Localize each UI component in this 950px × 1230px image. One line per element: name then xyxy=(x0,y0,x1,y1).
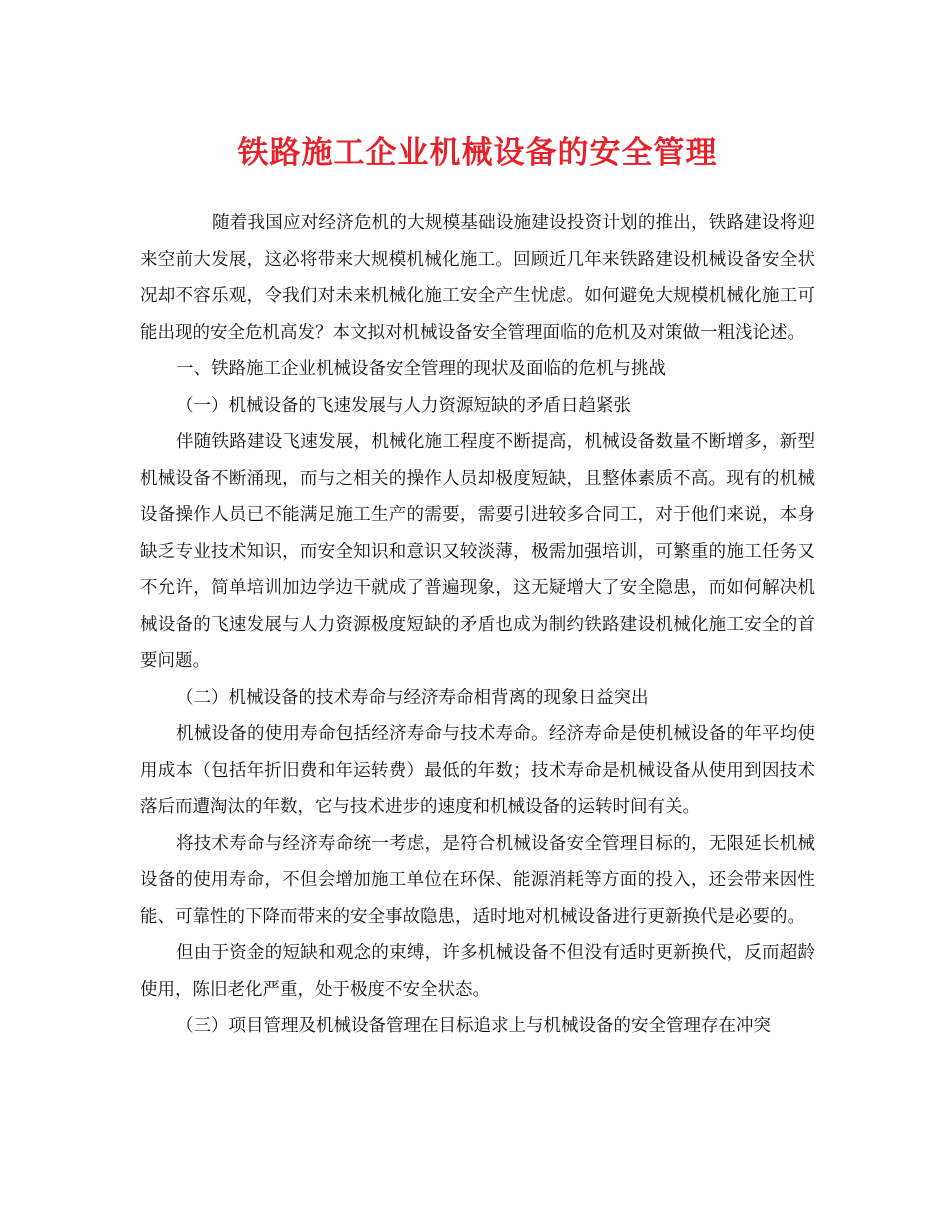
subsection-heading-1: （一）机械设备的飞速发展与人力资源短缺的矛盾日趋紧张 xyxy=(176,395,631,416)
document-body xyxy=(140,205,815,1045)
paragraph: 但由于资金的短缺和观念的束缚，许多机械设备不但没有适时更新换代，反而超龄使用，陈旧老化严重，处于极度不安全状态。 xyxy=(140,943,815,1000)
paragraph: 机械设备的使用寿命包括经济寿命与技术寿命。经济寿命是使机械设备的年平均使用成本（包括年折旧费和年运转费）最低的年数；技术寿命是机械设备从使用到因技术落后而遭淘汰的年数，它与技术进步的速度和机械设备的运转时间有关。 xyxy=(140,724,815,817)
section-heading-1: 一、铁路施工企业机械设备安全管理的现状及面临的危机与挑战 xyxy=(176,359,666,379)
paragraph: 将技术寿命与经济寿命统一考虑，是符合机械设备安全管理目标的，无限延长机械设备的使用寿命，不但会增加施工单位在环保、能源消耗等方面的投入，还会带来因性能、可靠性的下降而带来的安全事故隐患，适时地对机械设备进行更新换代是必要的。 xyxy=(140,833,815,927)
subsection-heading-3: （三）项目管理及机械设备管理在目标追求上与机械设备的安全管理存在冲突 xyxy=(176,1016,771,1036)
subsection-heading-2: （二）机械设备的技术寿命与经济寿命相背离的现象日益突出 xyxy=(176,687,649,708)
document-title: 铁路施工企业机械设备的安全管理 xyxy=(237,135,718,171)
paragraph-intro: 随着我国应对经济危机的大规模基础设施建设投资计划的推出，铁路建设将迎来空前大发展，这必将带来大规模机械化施工。回顾近几年来铁路建设机械设备安全状况却不容乐观，令我们对未来机械化施工安全产生忧虑。如何避免大规模机械化施工可能出现的安全危机高发？本文拟对机械设备安全管理面临的危机及对策做一粗浅论述。 xyxy=(140,213,815,343)
document-page xyxy=(140,0,815,1045)
paragraph: 伴随铁路建设飞速发展，机械化施工程度不断提高，机械设备数量不断增多，新型机械设备不断涌现，而与之相关的操作人员却极度短缺，且整体素质不高。现有的机械设备操作人员已不能满足施工生产的需要，需要引进较多合同工，对于他们来说，本身缺乏专业技术知识，而安全知识和意识又较淡薄，极需加强培训，可繁重的施工任务又不允许，简单培训加边学边干就成了普遍现象，这无疑增大了安全隐患，而如何解决机械设备的飞速发展与人力资源极度短缺的矛盾也成为制约铁路建设机械化施工安全的首要问题。 xyxy=(140,432,815,671)
